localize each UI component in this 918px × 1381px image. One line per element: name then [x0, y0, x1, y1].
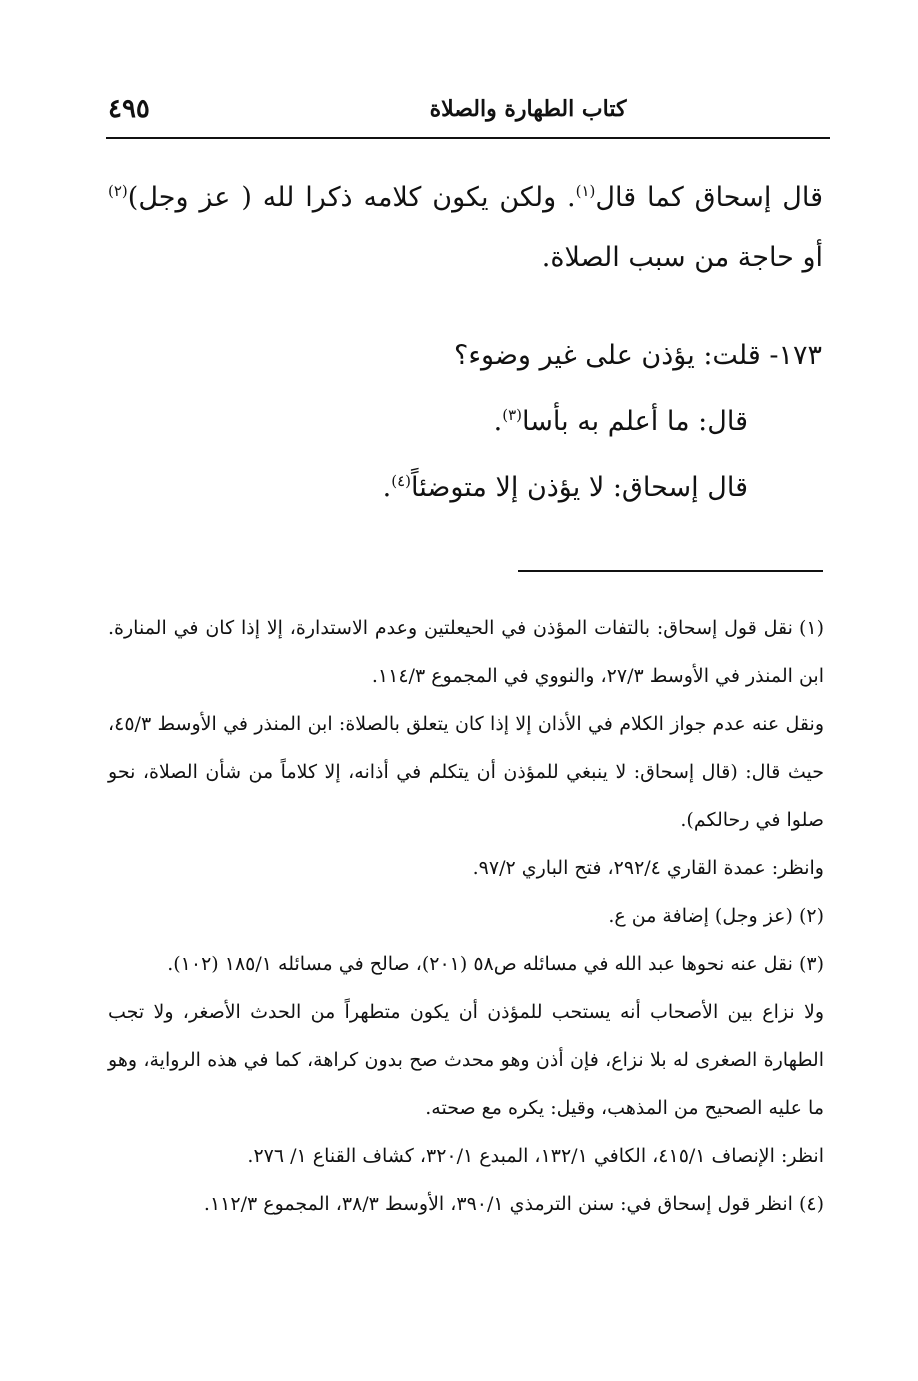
footnote-1-line-2: ونقل عنه عدم جواز الكلام في الأذان إلا إذا كان يتعلق بالصلاة: ابن المنذر في الأوسط ٤٥/٣، حيث قال: (قال إسحاق: لا ينبغي للمؤذن أن يتكلم في أذانه، إلا كلاماً من شأن الصلاة، نحو صلوا في رحالكم). [108, 713, 824, 831]
footnote-1-marker: (١) [798, 617, 824, 639]
answer-2-text: قال إسحاق: لا يؤذن إلا متوضئاً [411, 472, 748, 503]
footnote-4-marker: (٤) [798, 1193, 824, 1215]
answer-line-1 [494, 406, 748, 437]
question-line: ١٧٣- قلت: يؤذن على غير وضوء؟ [454, 340, 822, 371]
footnote-3-line-1: نقل عنه نحوها عبد الله في مسائله ص٥٨ (٢٠١)، صالح في مسائله ١٨٥/١ (١٠٢). [167, 953, 793, 975]
answer-line-2 [383, 472, 748, 503]
running-header [108, 92, 828, 138]
page-number: ٤٩٥ [108, 94, 150, 124]
footnotes-section [108, 604, 824, 1228]
continuation-paragraph: قال إسحاق كما قال$^{(١)}$. ولكن يكون كلامه ذكرا لله ( عز وجل)$^{(٢)}$ أو حاجة من سبب الصلاة. [108, 182, 823, 273]
footnote-3-line-2: ولا نزاع بين الأصحاب أنه يستحب للمؤذن أن يكون متطهراً من الحدث الأصغر، ولا تجب الطهارة الصغرى له بلا نزاع، فإن أذن وهو محدث صح بدون كراهة، كما في هذه الرواية، وهو ما عليه الصحيح من المذهب، وقيل: يكره مع صحته. [108, 1001, 824, 1119]
answer-1-text: قال: ما أعلم به بأسا [522, 406, 748, 437]
footnote-3-marker: (٣) [798, 953, 824, 975]
header-title: كتاب الطهارة والصلاة [429, 96, 627, 122]
footnote-separator [518, 570, 823, 572]
footnote-ref-3[interactable]: (٣) [502, 406, 523, 424]
footnote-3-line-3: انظر: الإنصاف ٤١٥/١، الكافي ١٣٢/١، المبدع ٣٢٠/١، كشاف القناع ١/ ٢٧٦. [247, 1145, 824, 1167]
footnote-2-marker: (٢) [798, 905, 824, 927]
footnote-ref-2[interactable]: (٢) [108, 182, 128, 200]
footnote-ref-1[interactable]: (١) [575, 182, 596, 200]
header-rule [106, 137, 830, 139]
footnote-2-text: (عز وجل) إضافة من ع. [608, 905, 793, 927]
footnote-1-line-3: وانظر: عمدة القاري ٢٩٢/٤، فتح الباري ٩٧/٢. [472, 857, 824, 879]
para-text-a: قال إسحاق كما قال [595, 182, 823, 213]
footnote-4 [108, 1180, 824, 1228]
main-paragraph [108, 168, 823, 288]
footnote-1 [108, 604, 824, 700]
para-text-b: . ولكن يكون كلامه ذكرا لله ( عز وجل [138, 182, 576, 213]
footnote-3 [108, 940, 824, 988]
footnote-ref-4[interactable]: (٤) [391, 472, 412, 490]
footnote-1-line-1: نقل قول إسحاق: بالتفات المؤذن في الحيعلتين وعدم الاستدارة، إلا إذا كان في المنارة. ابن المنذر في الأوسط ٢٧/٣، والنووي في المجموع ١١٤/٣. [108, 617, 824, 687]
footnote-4-text: انظر قول إسحاق في: سنن الترمذي ٣٩٠/١، الأوسط ٣٨/٣، المجموع ١١٢/٣. [203, 1193, 793, 1215]
answer-2-end: . [382, 472, 392, 503]
answer-1-end: . [493, 406, 503, 437]
footnote-2 [108, 892, 824, 940]
para-text-c: أو حاجة من سبب الصلاة. [541, 242, 823, 273]
